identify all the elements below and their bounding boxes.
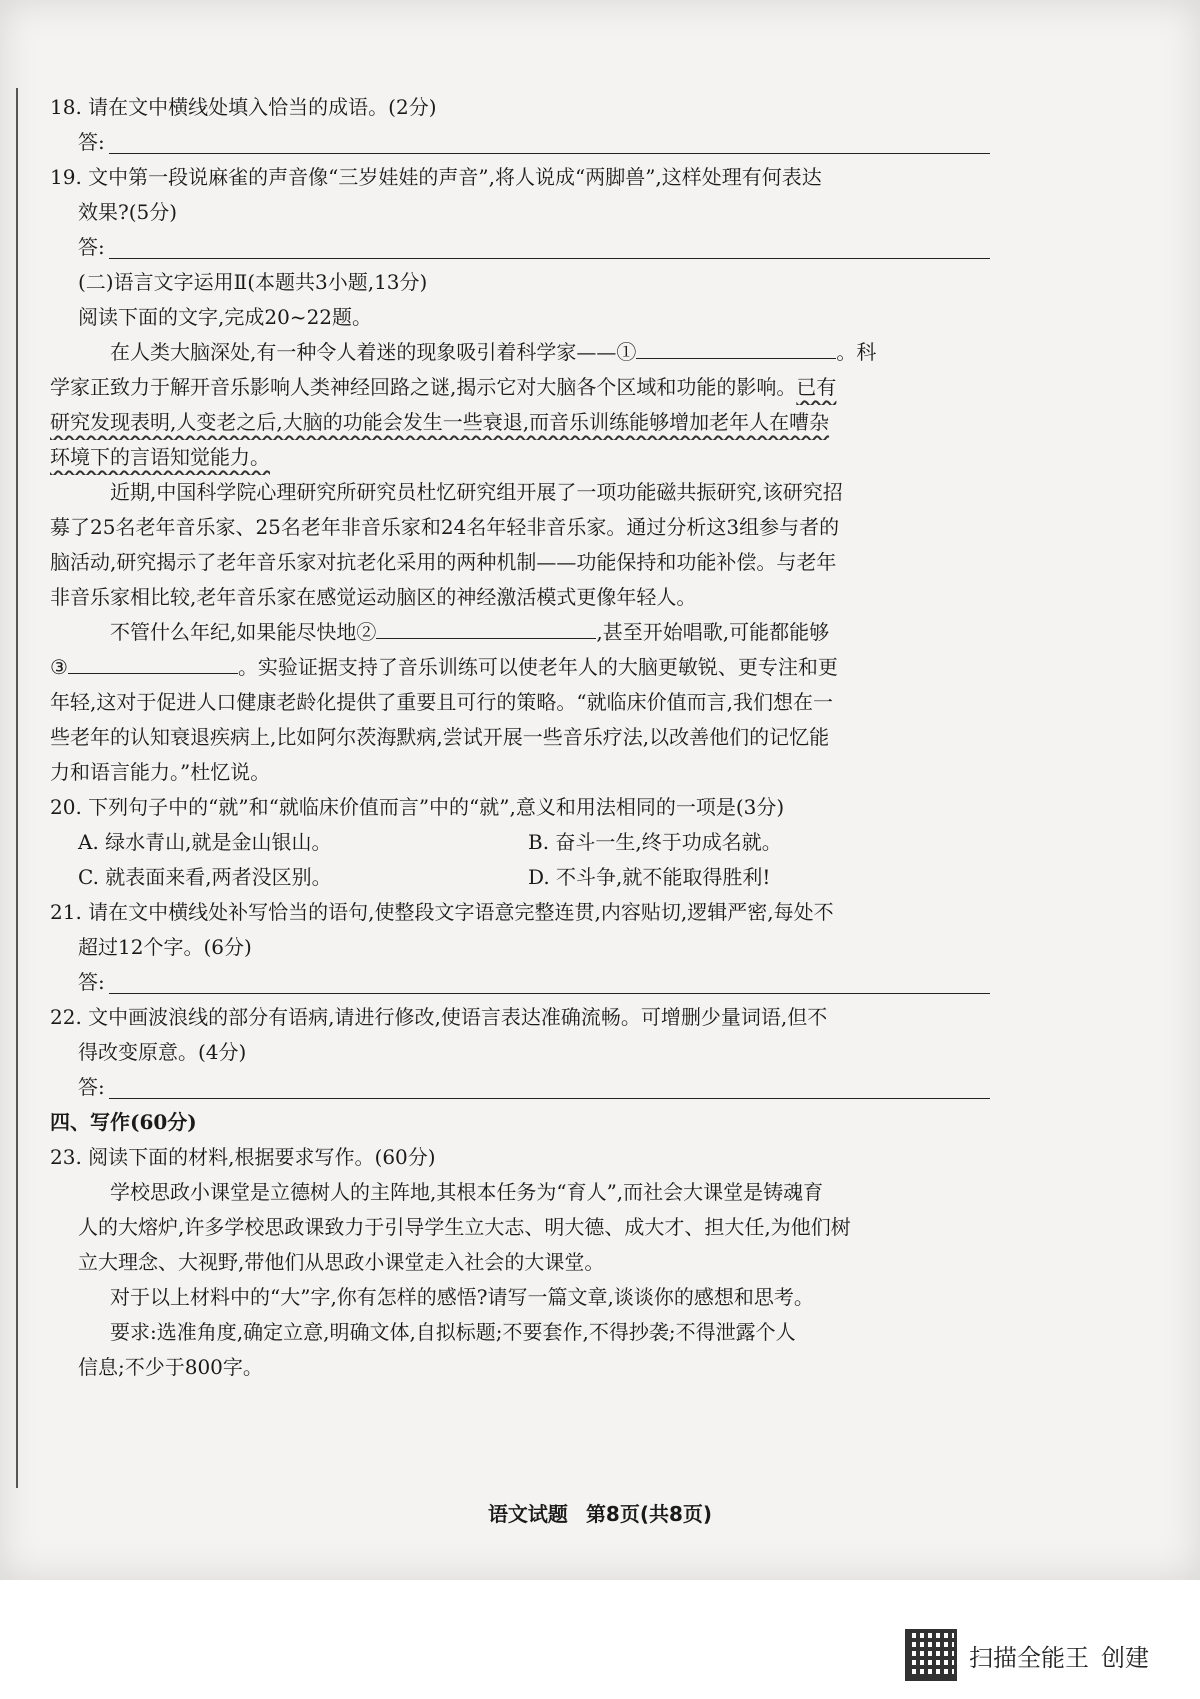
option-b: B. 奋斗一生,终于功成名就。 xyxy=(528,830,782,854)
question-19-line1: 19. 文中第一段说麻雀的声音像“三岁娃娃的声音”,将人说成“两脚兽”,这样处理有何表达 xyxy=(50,165,822,189)
answer-label: 答: xyxy=(78,235,105,259)
question-22-line2: 得改变原意。(4分) xyxy=(78,1040,247,1064)
section-2-heading: (二)语言文字运用Ⅱ(本题共3小题,13分) xyxy=(78,270,428,294)
answer-21 xyxy=(50,965,990,1000)
question-21-line2: 超过12个字。(6分) xyxy=(78,935,252,959)
passage-p1-line4 xyxy=(50,440,990,475)
answer-18 xyxy=(50,125,990,160)
blank-2[interactable] xyxy=(376,616,596,639)
watermark-action: 创建 xyxy=(1101,1643,1149,1672)
material-line2: 人的大熔炉,许多学校思政课致力于引导学生立大志、明大德、成大才、担大任,为他们树 xyxy=(78,1215,851,1239)
answer-19 xyxy=(50,230,990,265)
question-20-options-row1 xyxy=(50,825,990,860)
wavy-sentence: 研究发现表明,人变老之后,大脑的功能会发生一些衰退,而音乐训练能够增加老年人在嘈杂 xyxy=(50,410,830,434)
section-2-instruction: 阅读下面的文字,完成20~22题。 xyxy=(78,305,373,329)
option-d: D. 不斗争,就不能取得胜利! xyxy=(528,865,771,889)
passage-p3-line5: 力和语言能力。”杜忆说。 xyxy=(50,760,271,784)
footer-page-number: 第8页(共8页) xyxy=(585,1502,713,1526)
blank-1[interactable] xyxy=(636,336,836,359)
passage-p1-line2: 学家正致力于解开音乐影响人类神经回路之谜,揭示它对大脑各个区域和功能的影响。已有 xyxy=(50,375,837,399)
question-18: 18. 请在文中横线处填入恰当的成语。(2分) xyxy=(50,95,437,119)
answer-label: 答: xyxy=(78,970,105,994)
passage-p3-line4: 些老年的认知衰退疾病上,比如阿尔茨海默病,尝试开展一些音乐疗法,以改善他们的记忆能 xyxy=(50,725,830,749)
answer-blank-18[interactable] xyxy=(109,131,990,154)
answer-blank-19[interactable] xyxy=(109,236,990,259)
passage-p3-line2: ③ 。实验证据支持了音乐训练可以使老年人的大脑更敏锐、更专注和更 xyxy=(50,650,990,685)
answer-22 xyxy=(50,1070,990,1105)
wavy-sentence: 已有 xyxy=(796,375,837,399)
passage-p1-line3 xyxy=(50,405,990,440)
question-22-line1: 22. 文中画波浪线的部分有语病,请进行修改,使语言表达准确流畅。可增删少量词语,但不 xyxy=(50,1005,828,1029)
material-line1: 学校思政小课堂是立德树人的主阵地,其根本任务为“育人”,而社会大课堂是铸魂育 xyxy=(110,1180,824,1204)
qr-code-icon xyxy=(905,1629,957,1681)
question-20: 20. 下列句子中的“就”和“就临床价值而言”中的“就”,意义和用法相同的一项是(3分) xyxy=(50,795,785,819)
requirements-line2: 信息;不少于800字。 xyxy=(78,1355,263,1379)
answer-label: 答: xyxy=(78,130,105,154)
passage-p2-line3: 脑活动,研究揭示了老年音乐家对抗老化采用的两种机制——功能保持和功能补偿。与老年 xyxy=(50,550,837,574)
requirements-line1: 要求:选准角度,确定立意,明确文体,自拟标题;不要套作,不得抄袭;不得泄露个人 xyxy=(110,1320,796,1344)
passage-p1-line1: 在人类大脑深处,有一种令人着迷的现象吸引着科学家——① 。科 xyxy=(50,335,990,370)
watermark-text xyxy=(969,1638,1149,1673)
material-line3: 立大理念、大视野,带他们从思政小课堂走入社会的大课堂。 xyxy=(78,1250,605,1274)
question-19-line2: 效果?(5分) xyxy=(78,200,178,224)
answer-blank-21[interactable] xyxy=(109,971,990,994)
passage-p2-line4: 非音乐家相比较,老年音乐家在感觉运动脑区的神经激活模式更像年轻人。 xyxy=(50,585,697,609)
option-c: C. 就表面来看,两者没区别。 xyxy=(78,865,332,889)
page-footer xyxy=(0,1498,1200,1527)
passage-p3-line1: 不管什么年纪,如果能尽快地② ,甚至开始唱歌,可能都能够 xyxy=(50,615,990,650)
section-4-heading: 四、写作(60分) xyxy=(50,1110,197,1134)
passage-p3-line3: 年轻,这对于促进人口健康老龄化提供了重要且可行的策略。“就临床价值而言,我们想在一 xyxy=(50,690,833,714)
passage-p2-line2: 募了25名老年音乐家、25名老年非音乐家和24名年轻非音乐家。通过分析这3组参与者的 xyxy=(50,515,840,539)
footer-subject: 语文试题 xyxy=(487,1502,568,1526)
passage-p2-line1: 近期,中国科学院心理研究所研究员杜忆研究组开展了一项功能磁共振研究,该研究招 xyxy=(110,480,843,504)
margin-line xyxy=(16,88,18,1488)
blank-3[interactable] xyxy=(68,651,238,674)
question-23: 23. 阅读下面的材料,根据要求写作。(60分) xyxy=(50,1145,436,1169)
answer-blank-22[interactable] xyxy=(109,1076,990,1099)
question-21-line1: 21. 请在文中横线处补写恰当的语句,使整段文字语意完整连贯,内容贴切,逻辑严密,每处不 xyxy=(50,900,834,924)
watermark-app-name: 扫描全能王 xyxy=(969,1643,1089,1672)
answer-label: 答: xyxy=(78,1075,105,1099)
question-20-options-row2 xyxy=(50,860,990,895)
exam-content xyxy=(50,90,990,1385)
wavy-sentence: 环境下的言语知觉能力。 xyxy=(50,445,270,469)
writing-prompt: 对于以上材料中的“大”字,你有怎样的感悟?请写一篇文章,谈谈你的感想和思考。 xyxy=(110,1285,814,1309)
scanner-watermark xyxy=(905,1625,1149,1685)
option-a: A. 绿水青山,就是金山银山。 xyxy=(78,830,332,854)
